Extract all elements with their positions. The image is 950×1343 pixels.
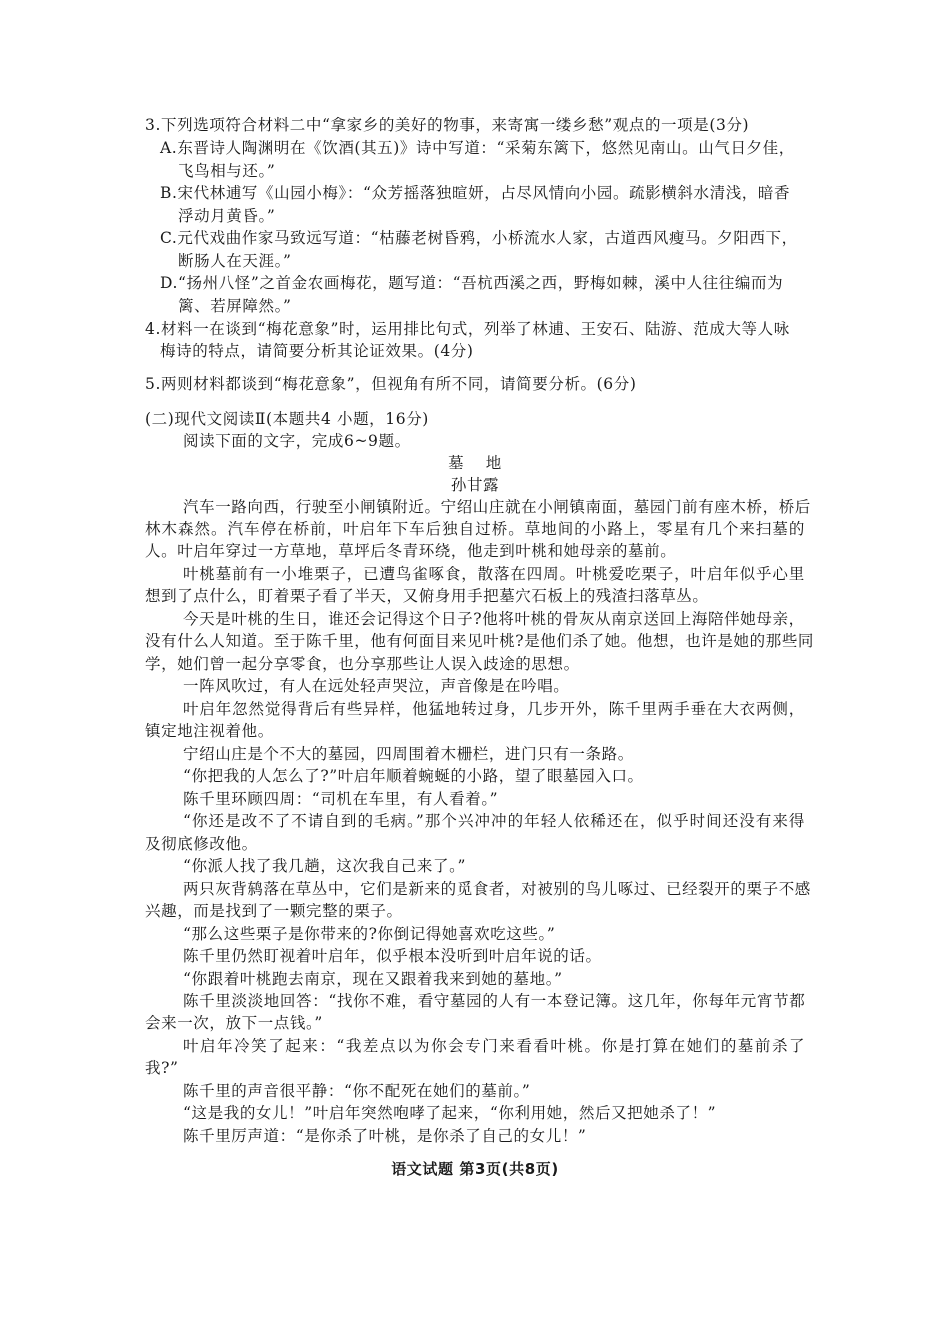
passage-line: 今天是叶桃的生日，谁还会记得这个日子?他将叶桃的骨灰从南京送回上海陪伴她母亲，	[183, 610, 805, 628]
question-5: 5.两则材料都谈到“梅花意象”，但视角有所不同，请简要分析。(6分)	[145, 375, 637, 393]
passage-line: 人。叶启年穿过一方草地，草坪后冬青环绕，他走到叶桃和她母亲的墓前。	[145, 542, 677, 560]
question-3-option-d-line1: D.“扬州八怪”之首金农画梅花，题写道：“吾杭西溪之西，野梅如棘，溪中人往往编而为	[160, 274, 784, 292]
passage-line: 叶桃墓前有一小堆栗子，已遭鸟雀啄食，散落在四周。叶桃爱吃栗子，叶启年似乎心里	[183, 565, 806, 583]
passage-line: 会来一次，放下一点钱。”	[145, 1014, 323, 1032]
passage-line: 学，她们曾一起分享零食，也分享那些让人误入歧途的思想。	[145, 655, 580, 673]
question-4-line1: 4.材料一在谈到“梅花意象”时，运用排比句式，列举了林逋、王安石、陆游、范成大等人咏	[145, 320, 790, 338]
section-instruction: 阅读下面的文字，完成6~9题。	[183, 432, 411, 450]
section-heading: (二)现代文阅读Ⅱ(本题共4 小题，16分)	[145, 410, 429, 428]
question-3-option-c-line1: C.元代戏曲作家马致远写道：“枯藤老树昏鸦，小桥流水人家，古道西风瘦马。夕阳西下，	[160, 229, 798, 247]
question-4-line2: 梅诗的特点，请简要分析其论证效果。(4分)	[160, 342, 474, 360]
passage-line: “这是我的女儿！”叶启年突然咆哮了起来，“你利用她，然后又把她杀了！”	[183, 1104, 717, 1122]
passage-line: 宁绍山庄是个不大的墓园，四周围着木栅栏，进门只有一条路。	[183, 745, 634, 763]
question-3-option-b-line1: B.宋代林逋写《山园小梅》：“众芳摇落独暄妍，占尽风情向小园。疏影横斜水清浅，暗香	[160, 184, 791, 202]
passage-line: “你把我的人怎么了?”叶启年顺着蜿蜒的小路，望了眼墓园入口。	[183, 767, 644, 785]
passage-line: 汽车一路向西，行驶至小闸镇附近。宁绍山庄就在小闸镇南面，墓园门前有座木桥，桥后	[183, 498, 811, 516]
passage-line: 及彻底修改他。	[145, 835, 258, 853]
passage-line: 陈千里淡淡地回答：“找你不难，看守墓园的人有一本登记簿。这几年，你每年元宵节都	[183, 992, 806, 1010]
question-3-stem: 3.下列选项符合材料二中“拿家乡的美好的物事，来寄寓一缕乡愁”观点的一项是(3分)	[145, 116, 750, 134]
passage-line: 叶启年冷笑了起来：“我差点以为你会专门来看看叶桃。你是打算在她们的墓前杀了	[183, 1037, 807, 1055]
passage-line: 陈千里厉声道：“是你杀了叶桃，是你杀了自己的女儿！”	[183, 1127, 587, 1145]
passage-line: 一阵风吹过，有人在远处轻声哭泣，声音像是在吟唱。	[183, 677, 570, 695]
passage-line: 林木森然。汽车停在桥前，叶启年下车后独自过桥。草地间的小路上，零星有几个来扫墓的	[145, 520, 806, 538]
passage-line: “你跟着叶桃跑去南京，现在又跟着我来到她的墓地。”	[183, 970, 563, 988]
passage-line: 没有什么人知道。至于陈千里，他有何面目来见叶桃?是他们杀了她。他想，也许是她的那些同	[145, 632, 815, 650]
question-3-option-c-line2: 断肠人在天涯。”	[178, 252, 292, 270]
passage-line: 我?”	[145, 1059, 179, 1077]
question-3-option-a-line1: A.东晋诗人陶渊明在《饮酒(其五)》诗中写道：“采菊东篱下，悠然见南山。山气日夕佳，	[160, 139, 795, 157]
question-3-option-b-line2: 浮动月黄昏。”	[178, 207, 276, 225]
passage-line: “你还是改不了不请自到的毛病。”那个兴冲冲的年轻人依稀还在，似乎时间还没有来得	[183, 812, 806, 830]
question-3-option-d-line2: 篱、若屏障然。”	[178, 297, 292, 315]
passage-line: “你派人找了我几趟，这次我自己来了。”	[183, 857, 466, 875]
passage-author: 孙甘露	[450, 476, 500, 494]
passage-title: 墓 地	[448, 454, 502, 472]
question-3-option-a-line2: 飞鸟相与还。”	[178, 162, 276, 180]
passage-line: 镇定地注视着他。	[145, 722, 274, 740]
passage-line: 两只灰背鸫落在草丛中，它们是新来的觅食者，对被别的鸟儿啄过、已经裂开的栗子不感	[183, 880, 811, 898]
passage-line: 陈千里的声音很平静：“你不配死在她们的墓前。”	[183, 1082, 531, 1100]
passage-line: 陈千里仍然盯视着叶启年，似乎根本没听到叶启年说的话。	[183, 947, 602, 965]
passage-line: 兴趣，而是找到了一颗完整的栗子。	[145, 902, 403, 920]
passage-line: 陈千里环顾四周：“司机在车里，有人看着。”	[183, 790, 499, 808]
passage-line: 叶启年忽然觉得背后有些异样，他猛地转过身，几步开外，陈千里两手垂在大衣两侧，	[183, 700, 806, 718]
passage-line: 想到了点什么，盯着栗子看了半天，又俯身用手把墓穴石板上的残渣扫落草丛。	[145, 587, 709, 605]
passage-line: “那么这些栗子是你带来的?你倒记得她喜欢吃这些。”	[183, 925, 556, 943]
page-footer: 语文试题 第3页(共8页)	[391, 1160, 559, 1178]
